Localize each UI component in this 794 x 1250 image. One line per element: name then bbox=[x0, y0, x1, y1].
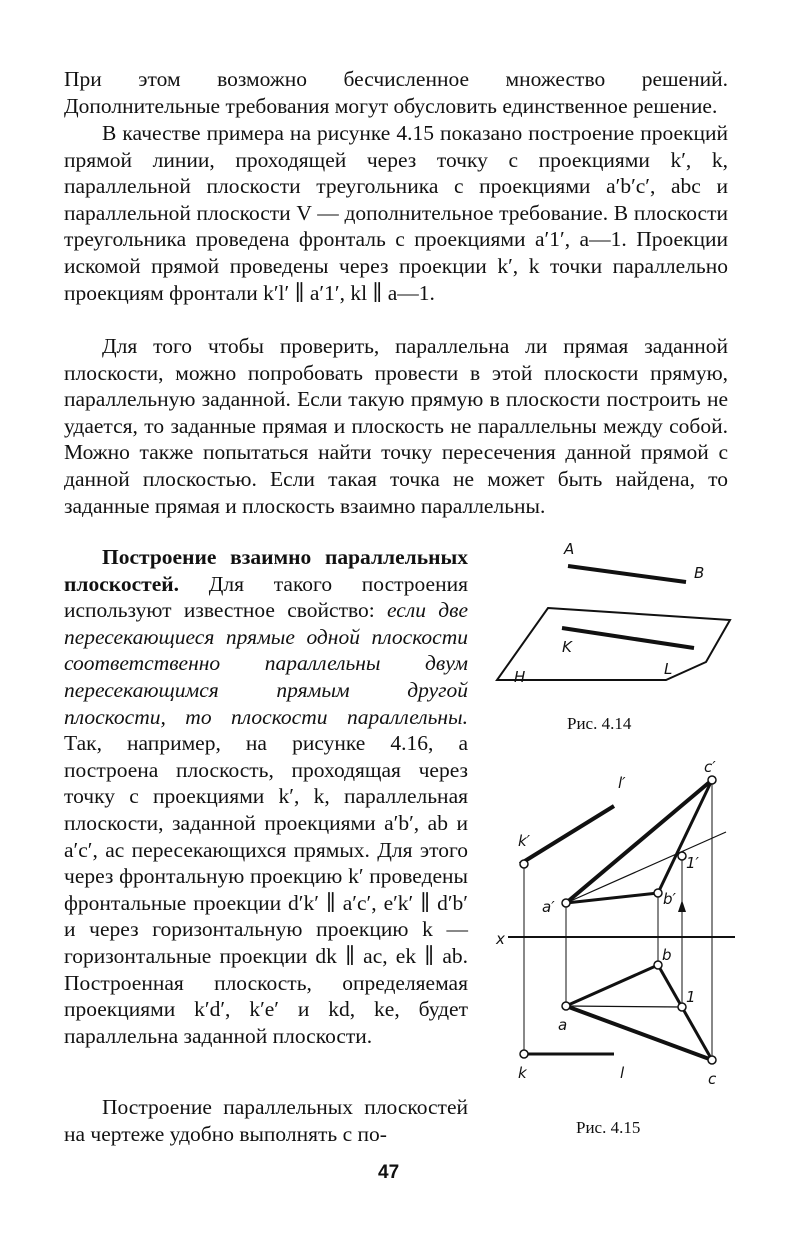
plane-h bbox=[497, 608, 730, 680]
label-b-prime: b′ bbox=[663, 890, 676, 908]
section-heading: Построение взаимно параллельных плоскостей. bbox=[64, 545, 468, 596]
paragraph-text-2: Так, например, на рисунке 4.16, a построена плоскость, проходящая через точку с проекциями k′, k, параллельная плоскости, заданной проекциями a′b′, ab и a′c′, ac пересекающихся прямых. Для этого через фронтальную проекцию k′ проведены фронтальные проекции d′k′ ∥ a′c′, e′k′ ∥ d′b′ и через горизонтальную проекцию k — горизонтальные проекции dk ∥ ac, ek ∥ ab. Построенная плоскость, определяемая проекциями k′d′, k′e′ и kd, ke, будет параллельна заданной плоскости. bbox=[64, 731, 468, 1048]
label-l: L bbox=[664, 660, 673, 678]
paragraph-text-1: Для такого построения используют известное свойство: bbox=[64, 571, 468, 623]
label-c: c bbox=[708, 1070, 717, 1088]
label-k: k bbox=[518, 1064, 527, 1082]
point-1 bbox=[678, 1003, 686, 1011]
paragraph-rule: если две пересекающиеся прямые одной плоскости соответственно параллельны двум пересекающимся прямым другой плоскости, то плоскости параллельны. bbox=[64, 598, 468, 729]
point-k bbox=[520, 1050, 528, 1058]
label-b: B bbox=[694, 564, 705, 582]
paragraph-continuation: Построение параллельных плоскостей на чертеже удобно выполнять с по- bbox=[64, 1095, 468, 1146]
line-kl-prime bbox=[520, 806, 614, 864]
line-ac-prime bbox=[566, 780, 712, 903]
line-bc-prime bbox=[658, 780, 712, 893]
point-c bbox=[708, 1056, 716, 1064]
arrow-up bbox=[678, 900, 686, 912]
figure-4-15-caption: Рис. 4.15 bbox=[576, 1118, 641, 1137]
figure-4-14-caption: Рис. 4.14 bbox=[567, 714, 632, 733]
label-1: 1 bbox=[686, 988, 696, 1006]
line-a1-prime bbox=[566, 832, 726, 903]
line-bc bbox=[658, 965, 712, 1060]
line-ab bbox=[566, 965, 658, 1006]
paragraph-example: В качестве примера на рисунке 4.15 показано построение проекций прямой линии, проходящей через точку с проекциями k′, k, параллельной плоскости треугольника с проекциями a′b′c′, abc и параллельной плоскости V — дополнительное требование. В плоскости треугольника проведена фронталь с проекциями a′1′, a—1. Проекции искомой прямой проведены через проекции k′, k точки параллельно проекциям фронтали k′l′ ∥ a′1′, kl ∥ a—1. bbox=[64, 121, 728, 305]
point-k-prime bbox=[520, 860, 528, 868]
label-1-prime: 1′ bbox=[686, 854, 699, 872]
label-a: a bbox=[558, 1016, 568, 1034]
paragraph-intro: При этом возможно бесчисленное множество решений. Дополнительные требования могут обусловить единственное решение. bbox=[64, 67, 728, 118]
figure-4-14 bbox=[490, 530, 740, 710]
label-l-prime: l′ bbox=[618, 774, 626, 792]
label-k-prime: k′ bbox=[518, 832, 531, 850]
paragraph-check: Для того чтобы проверить, параллельна ли прямая заданной плоскости, можно попробовать провести в этой плоскости прямую, параллельную заданной. Если такую прямую в плоскости построить не удается, то заданные прямая и плоскость не параллельны между собой. Можно также попытаться найти точку пересечения данной прямой с данной плоскостью. Если такая точка не может быть найдена, то заданные прямая и плоскость взаимно параллельны. bbox=[64, 334, 728, 518]
label-a-prime: a′ bbox=[542, 898, 555, 916]
label-k: K bbox=[562, 638, 572, 656]
label-x: x bbox=[496, 930, 505, 948]
point-1-prime bbox=[678, 852, 686, 860]
line-ab-prime bbox=[566, 893, 658, 903]
label-h: H bbox=[514, 668, 526, 686]
figure-4-15 bbox=[490, 760, 750, 1100]
line-a1 bbox=[566, 1006, 682, 1007]
paragraph-parallel-planes bbox=[64, 544, 468, 1049]
label-c-prime: c′ bbox=[704, 760, 716, 776]
line-ac bbox=[566, 1006, 712, 1060]
point-b bbox=[654, 961, 662, 969]
point-c-prime bbox=[708, 776, 716, 784]
label-b: b bbox=[662, 946, 672, 964]
line-kl bbox=[562, 628, 694, 648]
label-l: l bbox=[620, 1064, 625, 1082]
point-b-prime bbox=[654, 889, 662, 897]
line-ab bbox=[568, 566, 686, 582]
point-a bbox=[562, 1002, 570, 1010]
page-number: 47 bbox=[378, 1162, 400, 1183]
point-a-prime bbox=[562, 899, 570, 907]
label-a: A bbox=[564, 540, 575, 558]
